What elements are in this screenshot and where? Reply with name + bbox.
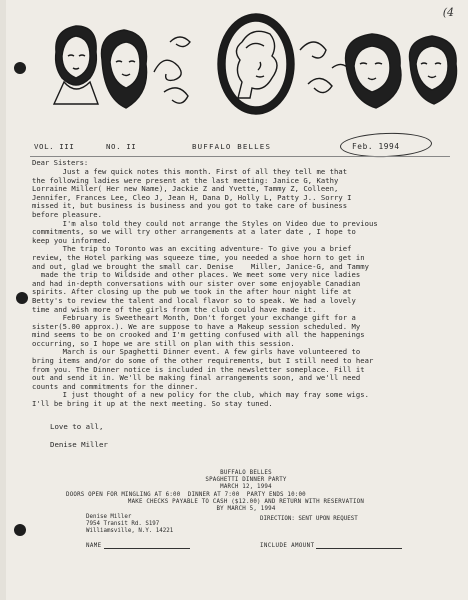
letter-line: I'll be bring it up at the next meeting. So stay tuned. bbox=[32, 399, 273, 409]
letter-line: made the trip to Wildside and other places. We meet some very nice ladies bbox=[32, 270, 361, 280]
letter-line: out and send it in. We'll be making final arrangements soon, and we'll need bbox=[32, 373, 361, 383]
issue-date: Feb. 1994 bbox=[352, 142, 400, 151]
amount-field-row bbox=[260, 543, 402, 549]
letter-line: review, the Hotel parking was squeeze time, you needed a shoe horn to get in bbox=[32, 252, 365, 262]
page-corner-mark: (4 bbox=[442, 6, 454, 19]
letter-line: bring items and/or do some of the other requirements, but I still need to hear bbox=[32, 356, 374, 366]
return-address bbox=[86, 514, 173, 536]
letter-line: commitments, so we will try other arrangements at a later date , I hope to bbox=[32, 227, 356, 237]
letter-line: time and wish more of the girls from the club could have made it. bbox=[32, 304, 317, 314]
letter-line: and out, glad we brought the small car. Denise Miller, Janice-G, and Tammy bbox=[32, 261, 370, 271]
address-line: 7954 Transit Rd. S197 bbox=[86, 521, 160, 528]
letter-line: spirits. After closing up the pub we took in the after hour night life at bbox=[32, 287, 352, 297]
issue-number: NO. II bbox=[106, 142, 137, 151]
invitation-payment: MAKE CHECKS PAYABLE TO CASH ($12.00) AND RETURN WITH RESERVATION bbox=[127, 498, 365, 505]
letter-line: the following ladies were present at the last meeting: Janice G, Kathy bbox=[32, 175, 339, 185]
invitation-club-name: BUFFALO BELLES bbox=[220, 470, 272, 476]
letter-line: sister(5.00 approx.). We are suppose to have a Makeup session scheduled. My bbox=[32, 321, 361, 331]
letter-line: before pleasure. bbox=[32, 209, 103, 219]
letter-line: March is our Spaghetti Dinner event. A few girls have volunteered to bbox=[32, 347, 361, 357]
letter-line: I just thought of a new policy for the club, which may fray some wigs. bbox=[32, 390, 370, 400]
letter-line: counts and commitments for the dinner. bbox=[32, 381, 199, 391]
letter-line: I'm also told they could not arrange the Styles on Video due to previous bbox=[32, 218, 378, 228]
cameo-portrait-icon bbox=[218, 14, 294, 114]
punch-hole-bottom bbox=[14, 524, 26, 536]
directions-note: DIRECTION: SENT UPON REQUEST bbox=[260, 516, 358, 522]
name-field-row bbox=[86, 543, 190, 549]
letter-line: from you. The Dinner notice is included in the newsletter someplace. Fill it bbox=[32, 364, 365, 374]
amount-label: INCLUDE AMOUNT bbox=[260, 543, 315, 549]
letter-line: Jennifer, Frances Lee, Cleo J, Jean H, Dana D, Holly L, Patty J.. Sorry I bbox=[32, 192, 352, 202]
letter-closing: Love to all, bbox=[50, 422, 104, 431]
amount-blank-line[interactable] bbox=[316, 548, 402, 549]
letter-line: Lorraine Miller( Her new Name), Jackie Z and Yvette, Tammy Z, Colleen, bbox=[32, 184, 339, 194]
woman-portrait-icon bbox=[409, 36, 456, 104]
letter-line: February is Sweetheart Month, Don't forget your exchange gift for a bbox=[32, 313, 356, 323]
banner-illustration bbox=[46, 12, 466, 120]
woman-portrait-icon bbox=[346, 34, 401, 108]
invitation-schedule: DOORS OPEN FOR MINGLING AT 6:00 DINNER AT 7:00 PARTY ENDS 10:00 bbox=[66, 491, 306, 498]
address-line: Williamsville, N.Y. 14221 bbox=[86, 528, 174, 535]
letter-line: and had in-depth conversations with our sister over some enjoyable Canadian bbox=[32, 278, 361, 288]
letter-line: The trip to Toronto was an exciting adventure- To give you a brief bbox=[32, 244, 352, 254]
letter-line: Betty's to review the talent and local flavor so to speak. We had a lovely bbox=[32, 295, 356, 305]
letter-body bbox=[32, 168, 452, 409]
letter-line: occurring, so I hope we are still on plan with this session. bbox=[32, 338, 295, 348]
letter-line: missed it, but business is business and you got to take care of business bbox=[32, 201, 348, 211]
letter-signature: Denise Miller bbox=[50, 440, 108, 449]
letter-line: keep you informed. bbox=[32, 235, 111, 245]
letter-line: mind seems to be on crooked and I'm getting confused with all the happenings bbox=[32, 330, 365, 340]
letter-line: Just a few quick notes this month. First of all they tell me that bbox=[32, 167, 348, 176]
invitation-deadline: BY MARCH 5, 1994 bbox=[216, 506, 276, 513]
invitation-date: MARCH 12, 1994 bbox=[220, 484, 272, 491]
salutation: Dear Sisters: bbox=[32, 158, 89, 167]
name-label: NAME bbox=[86, 543, 102, 549]
header-divider bbox=[30, 156, 450, 157]
volume-label: VOL. III bbox=[34, 142, 75, 151]
date-circle-annotation bbox=[340, 131, 433, 158]
invitation-event-name: SPAGHETTI DINNER PARTY bbox=[205, 477, 287, 484]
name-blank-line[interactable] bbox=[104, 548, 190, 549]
punch-hole-middle bbox=[16, 292, 28, 304]
woman-portrait-icon bbox=[101, 30, 146, 108]
address-line: Denise Miller bbox=[86, 514, 132, 520]
woman-portrait-icon bbox=[54, 26, 98, 104]
newsletter-title: BUFFALO BELLES bbox=[192, 142, 272, 151]
punch-hole-top bbox=[14, 62, 26, 74]
dinner-invitation bbox=[66, 470, 426, 513]
